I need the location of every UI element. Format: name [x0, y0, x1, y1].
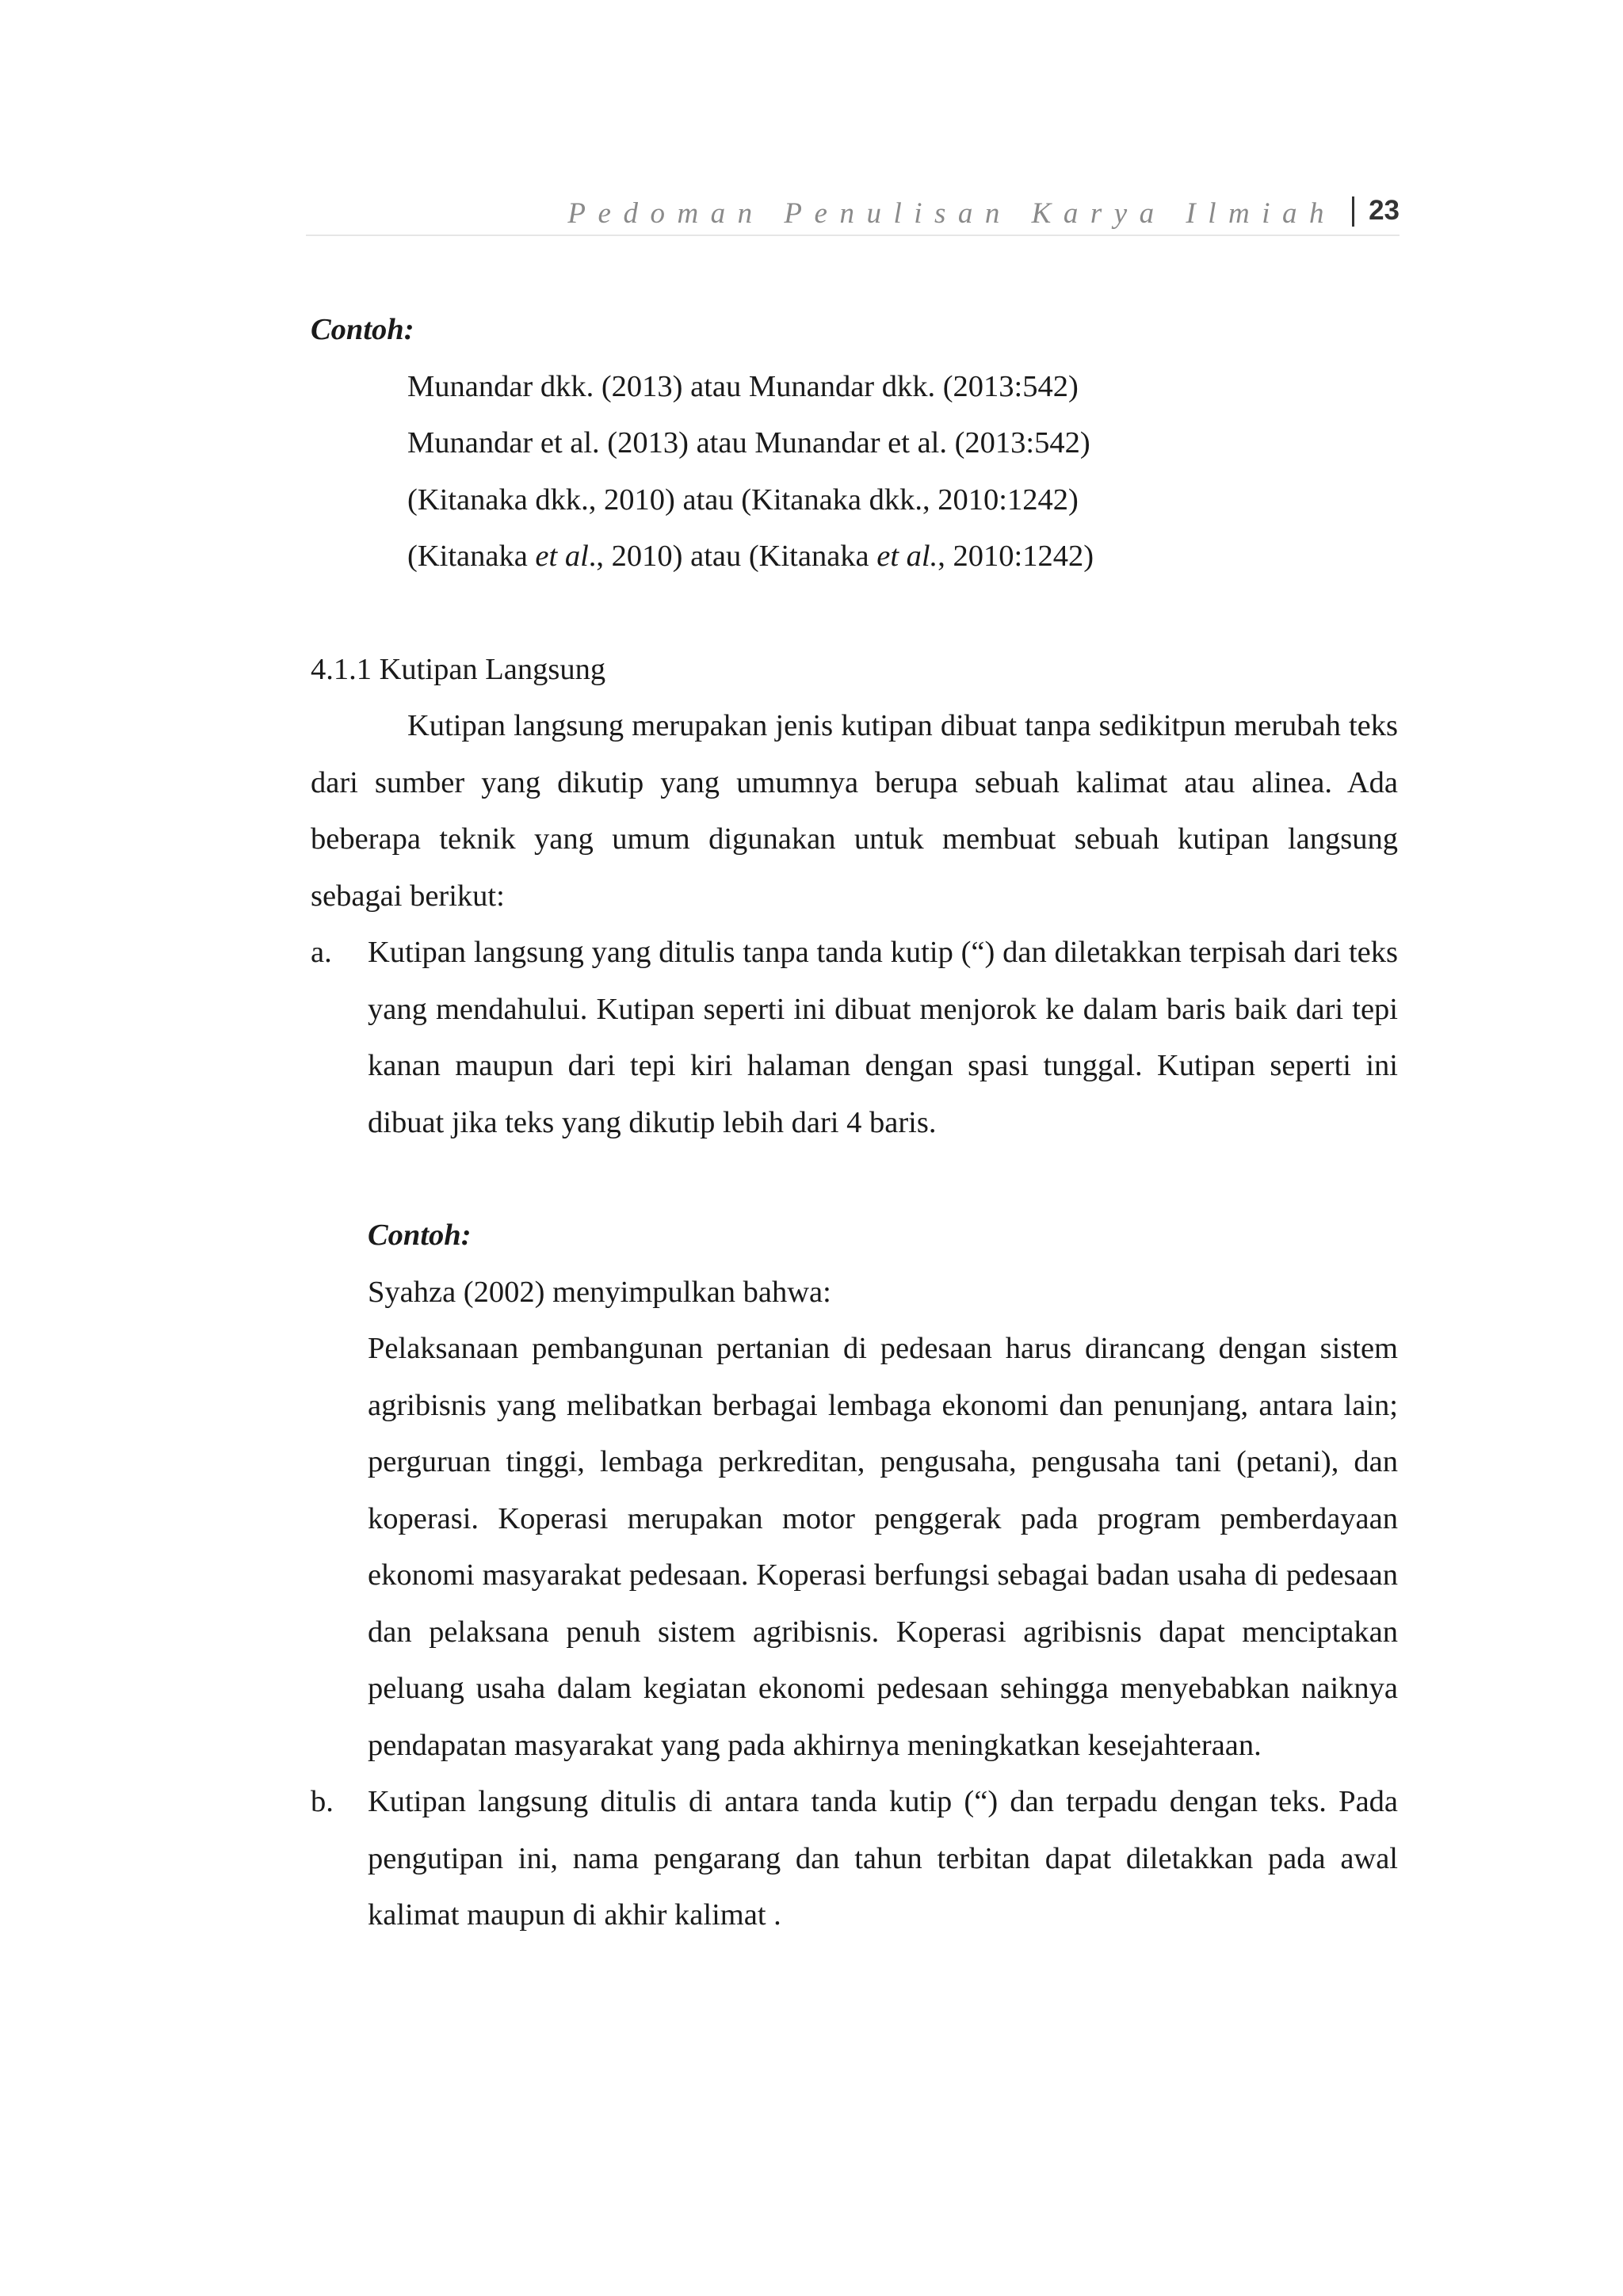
citation-example — [407, 528, 1398, 585]
section-intro-paragraph: Kutipan langsung merupakan jenis kutipan dibuat tanpa sedikitpun merubah teks dari sumber yang dikutip yang umumnya berupa sebuah kalimat atau alinea. Ada beberapa teknik yang umum digunakan untuk membuat sebuah kutipan langsung sebagai berikut: — [311, 709, 1398, 913]
example-heading: Contoh: — [368, 1219, 472, 1252]
page-body — [311, 302, 1398, 1944]
citation-text: (Kitanaka dkk., 2010) atau (Kitanaka dkk., 2010:1242) — [407, 482, 1079, 517]
citation-example — [407, 359, 1398, 416]
list-item-text: Kutipan langsung ditulis di antara tanda kutip (“) dan terpadu dengan teks. Pada pengutipan ini, nama pengarang dan tahun terbitan dapat diletakkan pada awal kalimat maupun di akhir kalimat . — [368, 1785, 1398, 1932]
citation-italic: et al. — [876, 540, 938, 573]
header-separator — [1352, 196, 1354, 227]
citation-italic: et al — [535, 540, 589, 573]
quote-example-block — [311, 1207, 1398, 1774]
citation-example — [407, 472, 1398, 529]
section-heading: 4.1.1 Kutipan Langsung — [311, 652, 606, 686]
citation-example — [407, 415, 1398, 472]
citation-text: , 2010:1242) — [938, 540, 1094, 573]
block-quote: Pelaksanaan pembangunan pertanian di pedesaan harus dirancang dengan sistem agribisnis yang melibatkan berbagai lembaga ekonomi dan penunjang, antara lain; perguruan tinggi, lembaga perkreditan, pengusaha, pengusaha tani (petani), dan koperasi. Koperasi merupakan motor penggerak pada program pemberdayaan ekonomi masyarakat pedesaan. Koperasi berfungsi sebagai badan usaha di pedesaan dan pelaksana penuh sistem agribisnis. Koperasi agribisnis dapat menciptakan peluang usaha dalam kegiatan ekonomi pedesaan sehingga menyebabkan naiknya pendapatan masyarakat yang pada akhirnya meningkatkan kesejahteraan. — [368, 1332, 1398, 1762]
citation-examples — [311, 359, 1398, 585]
quote-lead: Syahza (2002) menyimpulkan bahwa: — [368, 1275, 831, 1309]
citation-text: (Kitanaka — [407, 540, 536, 573]
page-number: 23 — [1369, 195, 1400, 226]
citation-text: ., 2010) atau (Kitanaka — [588, 540, 877, 573]
citation-text: Munandar dkk. (2013) atau Munandar dkk. (2013:542) — [407, 369, 1079, 403]
list-item-text: Kutipan langsung yang ditulis tanpa tanda kutip (“) dan diletakkan terpisah dari teks yang mendahului. Kutipan seperti ini dibuat menjorok ke dalam baris baik dari tepi kanan maupun dari tepi kiri halaman dengan spasi tunggal. Kutipan seperti ini dibuat jika teks yang dikutip lebih dari 4 baris. — [368, 936, 1398, 1139]
list-item-b — [311, 1774, 1398, 1944]
citation-text: Munandar et al. (2013) atau Munandar et al. (2013:542) — [407, 426, 1090, 460]
example-heading: Contoh: — [311, 313, 414, 346]
list-marker: a. — [311, 936, 332, 969]
running-header-title: Pedoman Penulisan Karya Ilmiah — [567, 197, 1336, 230]
page-header — [306, 187, 1400, 236]
list-item-a — [311, 925, 1398, 1151]
list-marker: b. — [311, 1785, 334, 1818]
